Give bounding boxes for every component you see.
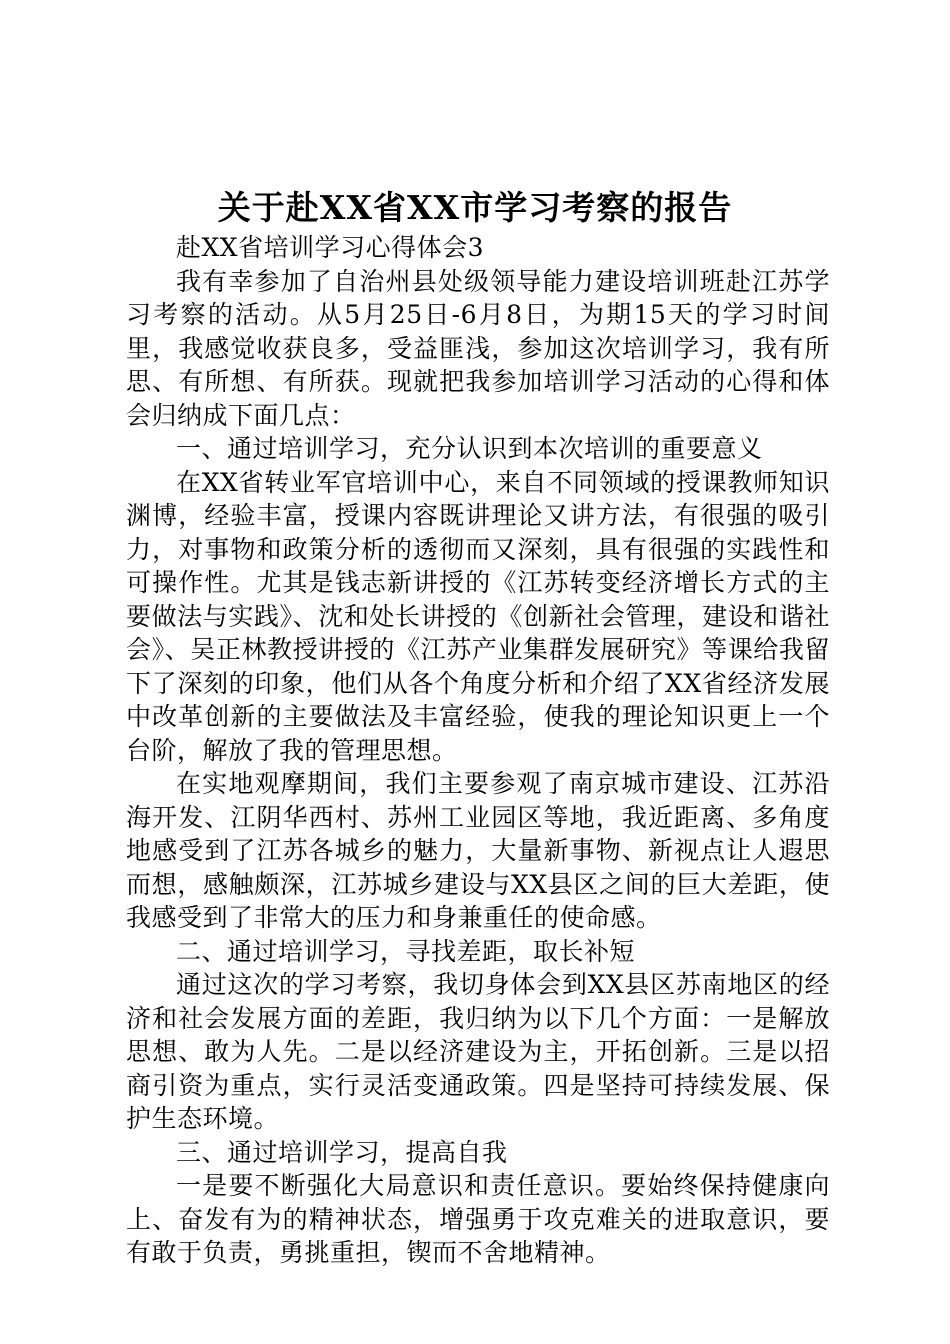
body-paragraph: 通过这次的学习考察，我切身体会到XX县区苏南地区的经济和社会发展方面的差距，我归纳为以下几个方面：一是解放思想、敢为人先。二是以经济建设为主，开拓创新。三是以招商引资为重点，实行灵活变通政策。四是坚持可持续发展、保护生态环境。 bbox=[126, 970, 830, 1133]
intro-paragraph: 我有幸参加了自治州县处级领导能力建设培训班赴江苏学习考察的活动。从5月25日-6月8日，为期15天的学习时间里，我感觉收获良多，受益匪浅，参加这次培训学习，我有所思、有所想、有所获。现就把我参加培训学习活动的心得和体会归纳成下面几点： bbox=[126, 266, 830, 430]
document-title: 关于赴XX省XX市学习考察的报告 bbox=[217, 188, 733, 227]
document-body bbox=[126, 231, 830, 1270]
body-paragraph: 在XX省转业军官培训中心，来自不同领域的授课教师知识渊博，经验丰富，授课内容既讲理论又讲方法，有很强的吸引力，对事物和政策分析的透彻而又深刻，具有很强的实践性和可操作性。尤其是钱志新讲授的《江苏转变经济增长方式的主要做法与实践》、沈和处长讲授的《创新社会管理，建设和谐社会》、吴正林教授讲授的《江苏产业集群发展研究》等课给我留下了深刻的印象，他们从各个角度分析和介绍了XX省经济发展中改革创新的主要做法及丰富经验，使我的理论知识更上一个台阶，解放了我的管理思想。 bbox=[126, 467, 830, 765]
subtitle-paragraph: 赴XX省培训学习心得体会3 bbox=[176, 233, 485, 262]
section-heading-2: 二、通过培训学习，寻找差距，取长补短 bbox=[176, 936, 636, 966]
body-paragraph: 一是要不断强化大局意识和责任意识。要始终保持健康向上、奋发有为的精神状态，增强勇于攻克难关的进取意识，要有敢于负责，勇挑重担，锲而不舍地精神。 bbox=[126, 1171, 830, 1267]
section-heading-1: 一、通过培训学习，充分认识到本次培训的重要意义 bbox=[176, 434, 763, 463]
section-heading-3: 三、通过培训学习，提高自我 bbox=[176, 1137, 508, 1167]
body-paragraph: 在实地观摩期间，我们主要参观了南京城市建设、江苏沿海开发、江阴华西村、苏州工业园区等地，我近距离、多角度地感受到了江苏各城乡的魅力，大量新事物、新视点让人遐思而想，感触颇深，江苏城乡建设与XX县区之间的巨大差距，使我感受到了非常大的压力和身兼重任的使命感。 bbox=[126, 769, 830, 932]
